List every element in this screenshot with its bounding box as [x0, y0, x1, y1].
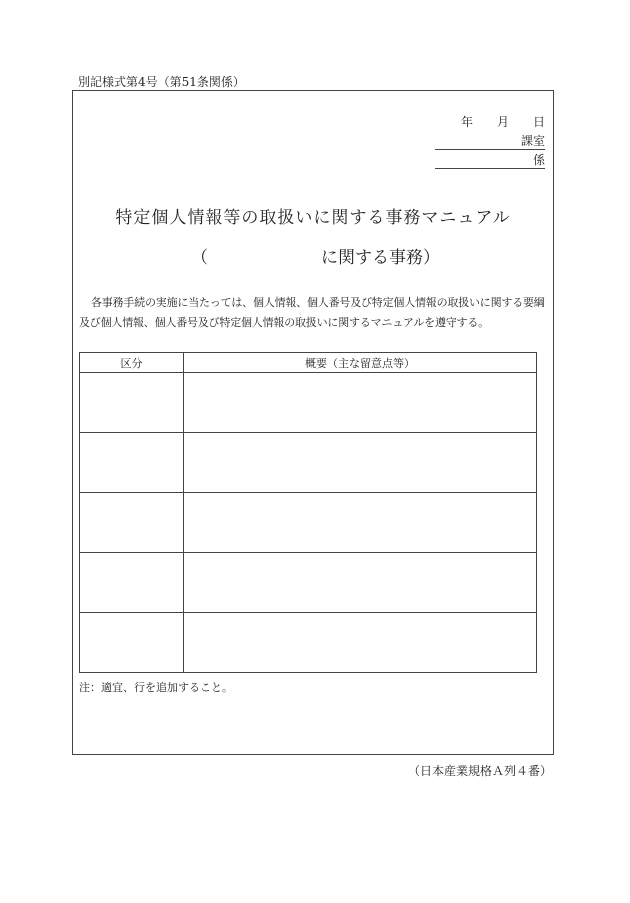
- manual-table: [79, 352, 537, 673]
- category-cell[interactable]: [80, 613, 184, 673]
- summary-cell[interactable]: [184, 433, 537, 493]
- subtitle-text: に関する事務）: [321, 248, 440, 268]
- table-row: [80, 433, 537, 493]
- paper-size-footer: （日本産業規格Ａ列４番）: [407, 764, 552, 778]
- summary-cell[interactable]: [184, 613, 537, 673]
- summary-cell[interactable]: [184, 493, 537, 553]
- form-number-label: 別記様式第4号（第51条関係）: [78, 75, 245, 89]
- dept-section-field: 課室: [435, 134, 545, 150]
- category-cell[interactable]: [80, 373, 184, 433]
- form-frame: [72, 90, 554, 755]
- header-summary: 概要（主な留意点等）: [184, 353, 537, 373]
- summary-cell[interactable]: [184, 373, 537, 433]
- category-cell[interactable]: [80, 433, 184, 493]
- table-note: 注：適宜、行を追加すること。: [79, 681, 233, 694]
- table-row: [80, 373, 537, 433]
- header-category: 区分: [80, 353, 184, 373]
- subtitle-open-paren: （: [191, 248, 208, 268]
- document-title: 特定個人情報等の取扱いに関する事務マニュアル: [115, 208, 511, 228]
- date-line: 年 月 日: [460, 115, 545, 129]
- category-cell[interactable]: [80, 553, 184, 613]
- table-header-row: [80, 353, 537, 373]
- table-row: [80, 613, 537, 673]
- dept-subsection-field: 係: [435, 153, 545, 169]
- category-cell[interactable]: [80, 493, 184, 553]
- summary-cell[interactable]: [184, 553, 537, 613]
- intro-paragraph: 各事務手続の実施に当たっては、個人情報、個人番号及び特定個人情報の取扱いに関する要綱及び個人情報、個人番号及び特定個人情報の取扱いに関するマニュアルを遵守する。: [79, 296, 545, 329]
- table-row: [80, 553, 537, 613]
- table-row: [80, 493, 537, 553]
